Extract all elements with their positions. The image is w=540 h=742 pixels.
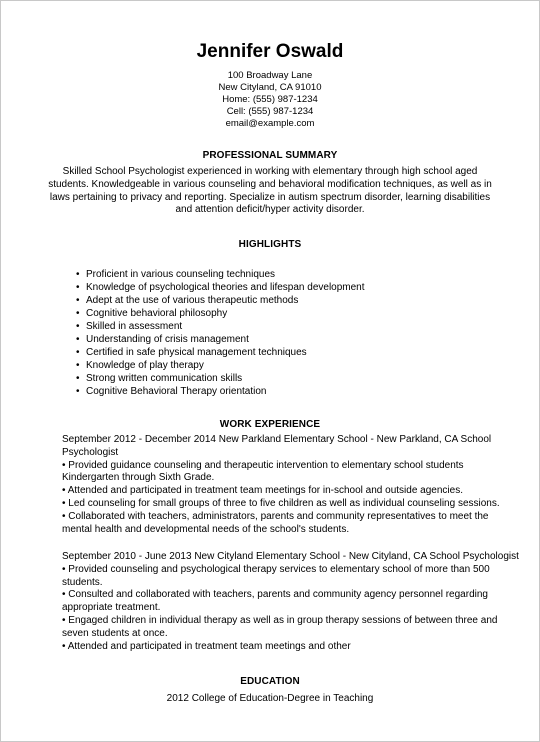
job-line: • Attended and participated in treatment team meetings and other	[62, 640, 351, 652]
list-item: • Adept at the use of various therapeutic methods	[76, 294, 365, 307]
job-line: seven students at once.	[62, 627, 168, 639]
list-item: • Cognitive behavioral philosophy	[76, 307, 365, 320]
job-line: Psychologist	[62, 446, 119, 458]
contact-block	[0, 70, 540, 130]
candidate-name: Jennifer Oswald	[196, 41, 344, 62]
job-entry-2	[62, 551, 540, 653]
summary-line: and attention deficit/hyper activity disorder.	[175, 204, 365, 216]
education-heading: EDUCATION	[240, 676, 300, 687]
job-line: • Provided counseling and psychological therapy services to elementary school of more than 500	[62, 563, 490, 575]
list-item: • Skilled in assessment	[76, 320, 365, 333]
job-line: • Led counseling for small groups of three to five children as well as individual counseling sessions.	[62, 497, 500, 509]
home-phone: Home: (555) 987-1234	[222, 94, 318, 105]
experience-heading: WORK EXPERIENCE	[219, 419, 321, 430]
highlights-heading: HIGHLIGHTS	[238, 239, 302, 250]
job-line: students.	[62, 576, 103, 588]
job-line: mental health and developmental needs of the school's students.	[62, 523, 350, 535]
summary-line: laws pertaining to privacy and reporting. Specialize in autism spectrum disorder, learning disabilities	[49, 191, 491, 203]
job-line: Kindergarten through Sixth Grade.	[62, 472, 215, 484]
list-item: • Understanding of crisis management	[76, 333, 365, 346]
email-address: email@example.com	[225, 118, 315, 129]
job-entry-1	[62, 434, 540, 536]
address-line-2: New Cityland, CA 91010	[218, 82, 322, 93]
list-item: • Certified in safe physical management techniques	[76, 346, 365, 359]
list-item: • Cognitive Behavioral Therapy orientation	[76, 385, 365, 398]
job-line: • Provided guidance counseling and therapeutic intervention to elementary school students	[62, 459, 464, 471]
job-line: appropriate treatment.	[62, 602, 161, 614]
summary-line: students. Knowledgeable in various counseling and behavioral modification techniques, as well as in	[48, 178, 492, 190]
summary-text	[40, 166, 500, 217]
summary-line: Skilled School Psychologist experienced in working with elementary through high school aged	[62, 166, 478, 177]
job-line: • Engaged children in individual therapy as well as in group therapy sessions of between three and	[62, 614, 498, 626]
highlights-list	[76, 268, 365, 398]
list-item: • Proficient in various counseling techniques	[76, 268, 365, 281]
summary-heading: PROFESSIONAL SUMMARY	[202, 150, 338, 161]
job-line: • Attended and participated in treatment team meetings for in-school and outside agencies.	[62, 485, 463, 497]
list-item: • Knowledge of psychological theories and lifespan development	[76, 281, 365, 294]
job-line: September 2010 - June 2013 New Cityland Elementary School - New Cityland, CA School Psychologist	[62, 551, 519, 562]
job-line: • Consulted and collaborated with teachers, parents and community agency personnel regarding	[62, 589, 488, 601]
job-line: • Collaborated with teachers, administrators, parents and community representatives to meet the	[62, 510, 489, 522]
list-item: • Strong written communication skills	[76, 372, 365, 385]
education-entry: 2012 College of Education-Degree in Teaching	[166, 693, 374, 704]
address-line-1: 100 Broadway Lane	[227, 70, 313, 81]
job-line: September 2012 - December 2014 New Parkland Elementary School - New Parkland, CA School	[62, 434, 492, 445]
list-item: • Knowledge of play therapy	[76, 359, 365, 372]
cell-phone: Cell: (555) 987-1234	[226, 106, 314, 117]
